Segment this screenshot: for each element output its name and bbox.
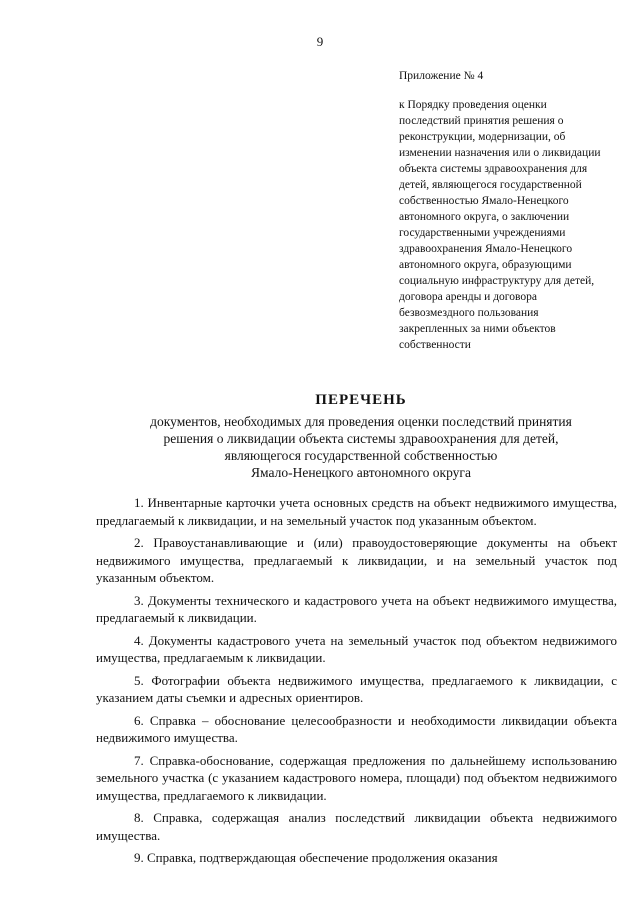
appendix-title: Приложение № 4 xyxy=(399,70,484,82)
list-item: 8. Справка, содержащая анализ последствий ликвидации объекта недвижимого имущества. xyxy=(96,810,617,843)
list-item: 7. Справка-обоснование, содержащая предложения по дальнейшему использованию земельного участка (с указанием кадастрового номера, площади) под объектом недвижимого имущества, предлагаемого к ликвидации. xyxy=(96,752,617,803)
appendix-block xyxy=(399,68,609,353)
list-item: 1. Инвентарные карточки учета основных средств на объект недвижимого имущества, предлагаемый к ликвидации, и на земельный участок под указанным объектом. xyxy=(96,495,617,528)
heading-block xyxy=(96,392,626,481)
document-subtitle-line: Ямало-Ненецкого автономного округа xyxy=(251,465,471,480)
document-subtitle-line: являющегося государственной собственностью xyxy=(224,448,498,463)
document-subtitle-line: решения о ликвидации объекта системы здравоохранения для детей, xyxy=(163,431,559,446)
page-number: 9 xyxy=(316,34,324,49)
list-item: 3. Документы технического и кадастрового учета на объект недвижимого имущества, предлагаемый к ликвидации. xyxy=(96,592,617,625)
list-item: 4. Документы кадастрового учета на земельный участок под объектом недвижимого имущества, предлагаемым к ликвидации. xyxy=(96,632,617,665)
document-subtitle-line: документов, необходимых для проведения оценки последствий принятия xyxy=(150,414,572,429)
appendix-reference: к Порядку проведения оценки последствий принятия решения о реконструкции, модернизации, об изменении назначения или о ликвидации объекта системы здравоохранения для детей, являющегося государственной собственностью Ямало-Ненецкого автономного округа, о заключении государственными учреждениями здравоохранения Ямало-Ненецкого автономного округа, образующими социальную инфраструктуру для детей, договора аренды и договора безвозмездного пользования закрепленных за ними объектов собственности xyxy=(399,99,601,351)
list-item: 2. Правоустанавливающие и (или) правоудостоверяющие документы на объект недвижимого имущества, предлагаемый к ликвидации, и на земельный участок под указанным объектом. xyxy=(96,535,617,585)
list-item: 6. Справка – обоснование целесообразности и необходимости ликвидации объекта недвижимого имущества. xyxy=(96,712,617,745)
list-item: 9. Справка, подтверждающая обеспечение продолжения оказания xyxy=(134,850,498,865)
document-title: ПЕРЕЧЕНЬ xyxy=(315,392,407,408)
list-item: 5. Фотографии объекта недвижимого имущества, предлагаемого к ликвидации, с указанием даты съемки и адресных ориентиров. xyxy=(96,672,617,705)
items-list xyxy=(96,494,617,872)
